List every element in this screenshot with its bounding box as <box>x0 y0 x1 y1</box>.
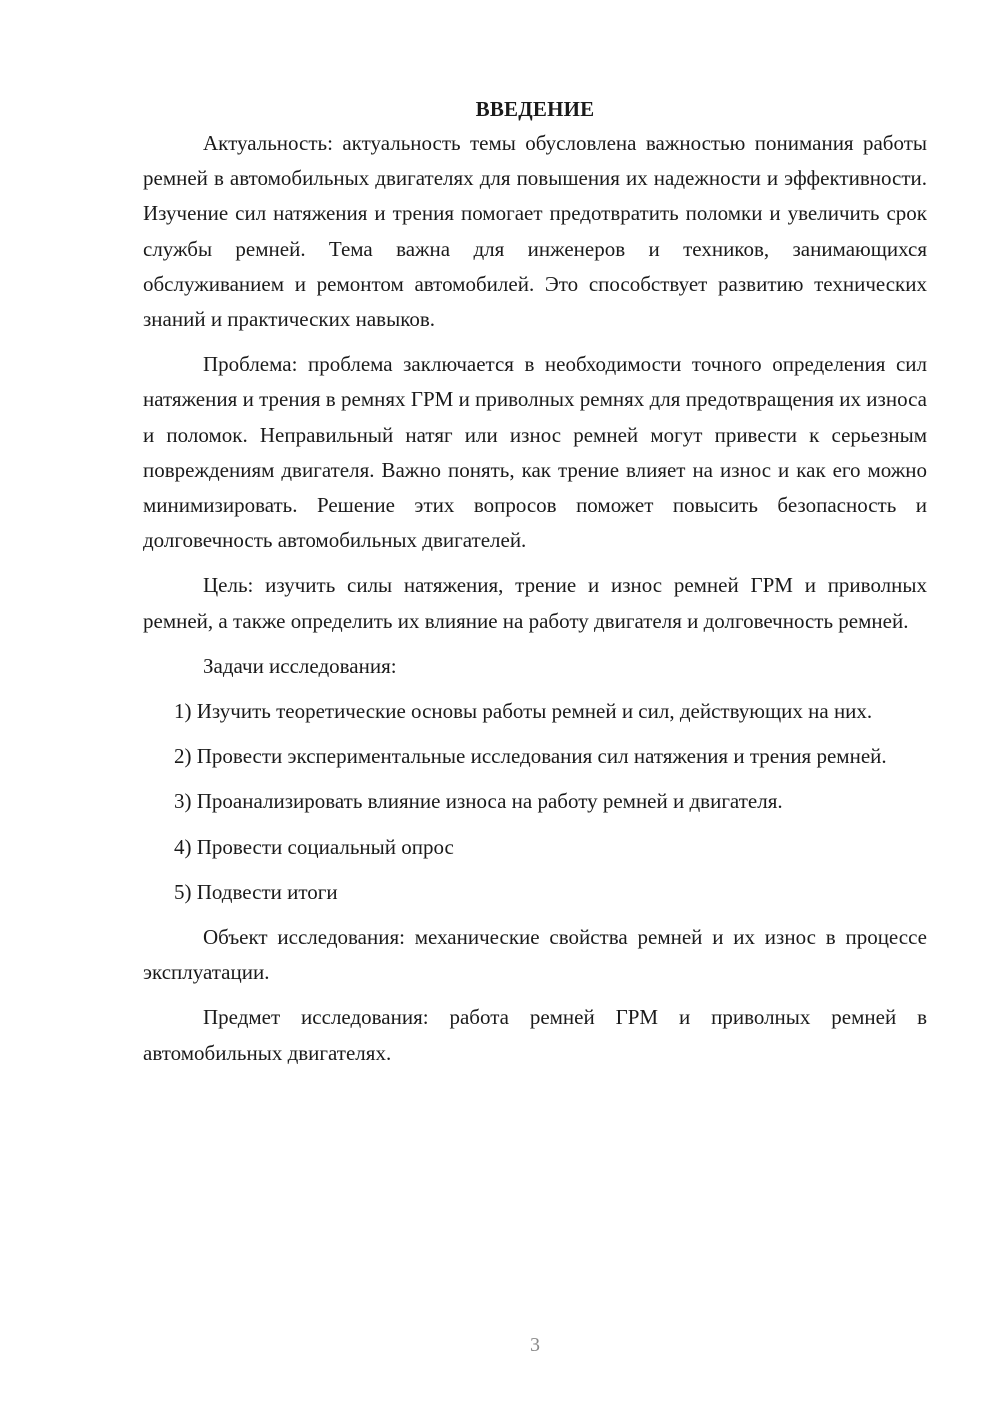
task-item-5: 5) Подвести итоги <box>174 879 338 904</box>
task-item-3: 3) Проанализировать влияние износа на работу ремней и двигателя. <box>174 789 783 814</box>
task-item-1: 1) Изучить теоретические основы работы ремней и сил, действующих на них. <box>174 699 873 724</box>
tasks-heading: Задачи исследования: <box>203 653 397 678</box>
page-title: ВВЕДЕНИЕ <box>475 97 595 121</box>
task-item-2: 2) Провести экспериментальные исследования сил натяжения и трения ремней. <box>174 744 887 769</box>
page-number: 3 <box>530 1334 540 1356</box>
task-item-4: 4) Провести социальный опрос <box>174 834 454 859</box>
document-page <box>143 94 927 1081</box>
subject-paragraph: Предмет исследования: работа ремней ГРМ и приволных ремней в автомобильных двигателях. <box>143 1005 927 1065</box>
goal-paragraph: Цель: изучить силы натяжения, трение и износ ремней ГРМ и приволных ремней, а также определить их влияние на работу двигателя и долговечность ремней. <box>143 573 927 633</box>
problem-paragraph: Проблема: проблема заключается в необходимости точного определения сил натяжения и трения в ремнях ГРМ и приволных ремнях для предотвращения их износа и поломок. Неправильный натяг или износ ремней могут привести к серьезным повреждениям двигателя. Важно понять, как трение влияет на износ и как его можно минимизировать. Решение этих вопросов поможет повысить безопасность и долговечность автомобильных двигателей. <box>143 352 927 553</box>
object-paragraph: Объект исследования: механические свойства ремней и их износ в процессе эксплуатации. <box>143 925 927 985</box>
relevance-paragraph: Актуальность: актуальность темы обусловлена важностью понимания работы ремней в автомобильных двигателях для повышения их надежности и эффективности. Изучение сил натяжения и трения помогает предотвратить поломки и увеличить срок службы ремней. Тема важна для инженеров и техников, занимающихся обслуживанием и ремонтом автомобилей. Это способствует развитию технических знаний и практических навыков. <box>143 131 927 332</box>
